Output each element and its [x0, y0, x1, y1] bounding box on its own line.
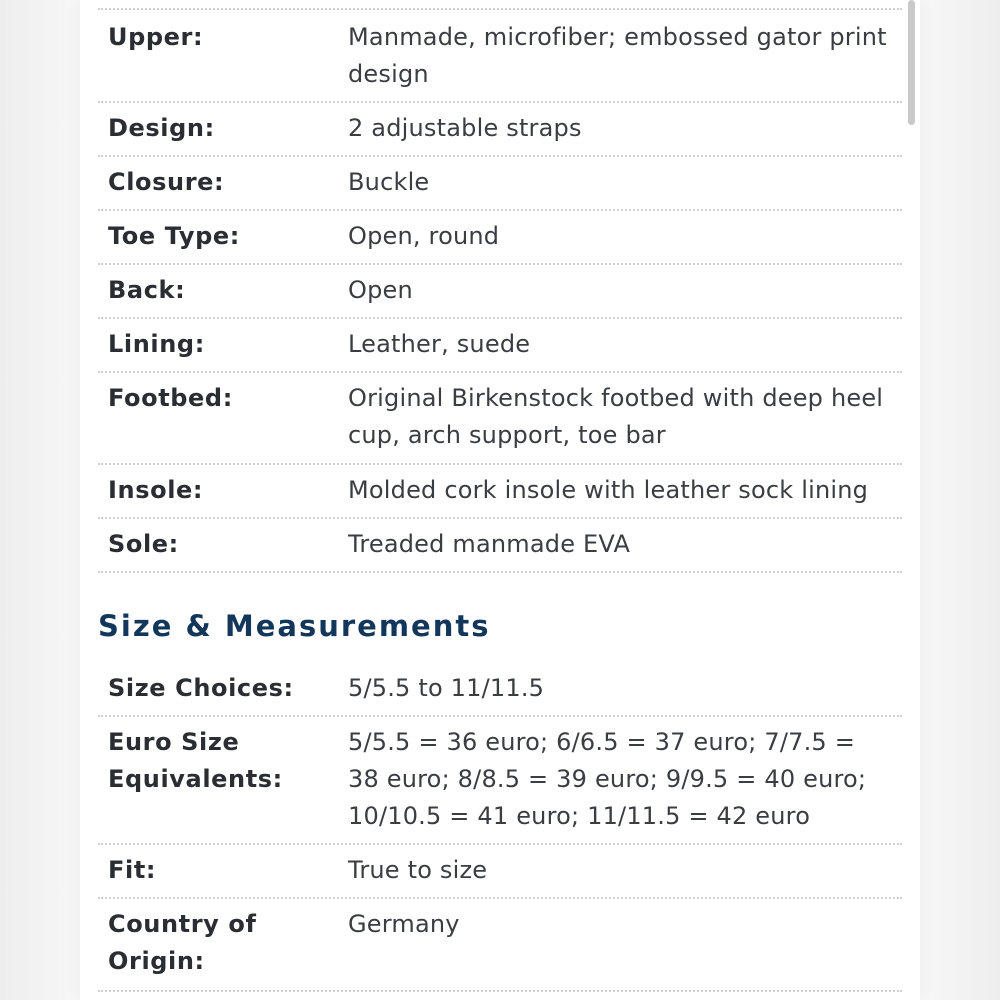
- spec-row-euro-size-equivalents: [98, 724, 902, 843]
- spec-row-footbed: [98, 380, 902, 462]
- row-divider: [98, 897, 902, 899]
- spec-value: Treaded manmade EVA: [348, 530, 631, 558]
- row-divider: [98, 101, 902, 103]
- spec-label: Upper:: [108, 23, 204, 51]
- spec-row-lining: [98, 326, 902, 371]
- spec-label: Insole:: [108, 476, 204, 504]
- spec-value: 5/5.5 to 11/11.5: [348, 674, 545, 702]
- spec-label: Toe Type:: [108, 222, 240, 250]
- spec-label: Footbed:: [108, 384, 233, 412]
- spec-row-back: [98, 272, 902, 317]
- row-divider: [98, 155, 902, 157]
- row-divider: [98, 371, 902, 373]
- spec-value: Molded cork insole with leather sock lining: [348, 476, 869, 504]
- row-divider: [98, 571, 902, 573]
- spec-row-toe-type: [98, 218, 902, 263]
- vertical-scrollbar[interactable]: [908, 0, 915, 125]
- spec-label: Country of Origin:: [108, 910, 257, 975]
- spec-row-size-choices: [98, 670, 902, 715]
- spec-row-country-of-origin: [98, 906, 902, 988]
- product-spec-panel[interactable]: [80, 0, 920, 1000]
- row-divider: [98, 8, 902, 10]
- spec-value: 5/5.5 = 36 euro; 6/6.5 = 37 euro; 7/7.5 = 38 euro; 8/8.5 = 39 euro; 9/9.5 = 40 euro; 10/10.5 = 41 euro; 11/11.5 = 42 euro: [348, 728, 867, 830]
- spec-row-design: [98, 110, 902, 155]
- section-heading-size-measurements: Size & Measurements: [98, 609, 491, 643]
- spec-row-upper: [98, 19, 902, 101]
- row-divider: [98, 317, 902, 319]
- spec-label: Size Choices:: [108, 674, 294, 702]
- spec-value: True to size: [348, 856, 488, 884]
- spec-row-fit: [98, 852, 902, 897]
- spec-label: Design:: [108, 114, 215, 142]
- spec-value: Manmade, microfiber; embossed gator print design: [348, 23, 887, 88]
- spec-label: Lining:: [108, 330, 205, 358]
- spec-label: Fit:: [108, 856, 157, 884]
- spec-row-sole: [98, 526, 902, 571]
- spec-label: Closure:: [108, 168, 225, 196]
- spec-row-closure: [98, 164, 902, 209]
- spec-value: 2 adjustable straps: [348, 114, 582, 142]
- row-divider: [98, 209, 902, 211]
- row-divider: [98, 463, 902, 465]
- spec-value: Open, round: [348, 222, 500, 250]
- spec-label: Back:: [108, 276, 186, 304]
- spec-label: Sole:: [108, 530, 179, 558]
- spec-value: Leather, suede: [348, 330, 531, 358]
- spec-value: Buckle: [348, 168, 430, 196]
- row-divider: [98, 263, 902, 265]
- row-divider: [98, 843, 902, 845]
- spec-value: Germany: [348, 910, 460, 938]
- row-divider: [98, 990, 902, 992]
- spec-value: Open: [348, 276, 413, 304]
- spec-value: Original Birkenstock footbed with deep heel cup, arch support, toe bar: [348, 384, 884, 449]
- row-divider: [98, 517, 902, 519]
- row-divider: [98, 715, 902, 717]
- spec-label: Euro Size Equivalents:: [108, 728, 283, 793]
- spec-row-insole: [98, 472, 902, 517]
